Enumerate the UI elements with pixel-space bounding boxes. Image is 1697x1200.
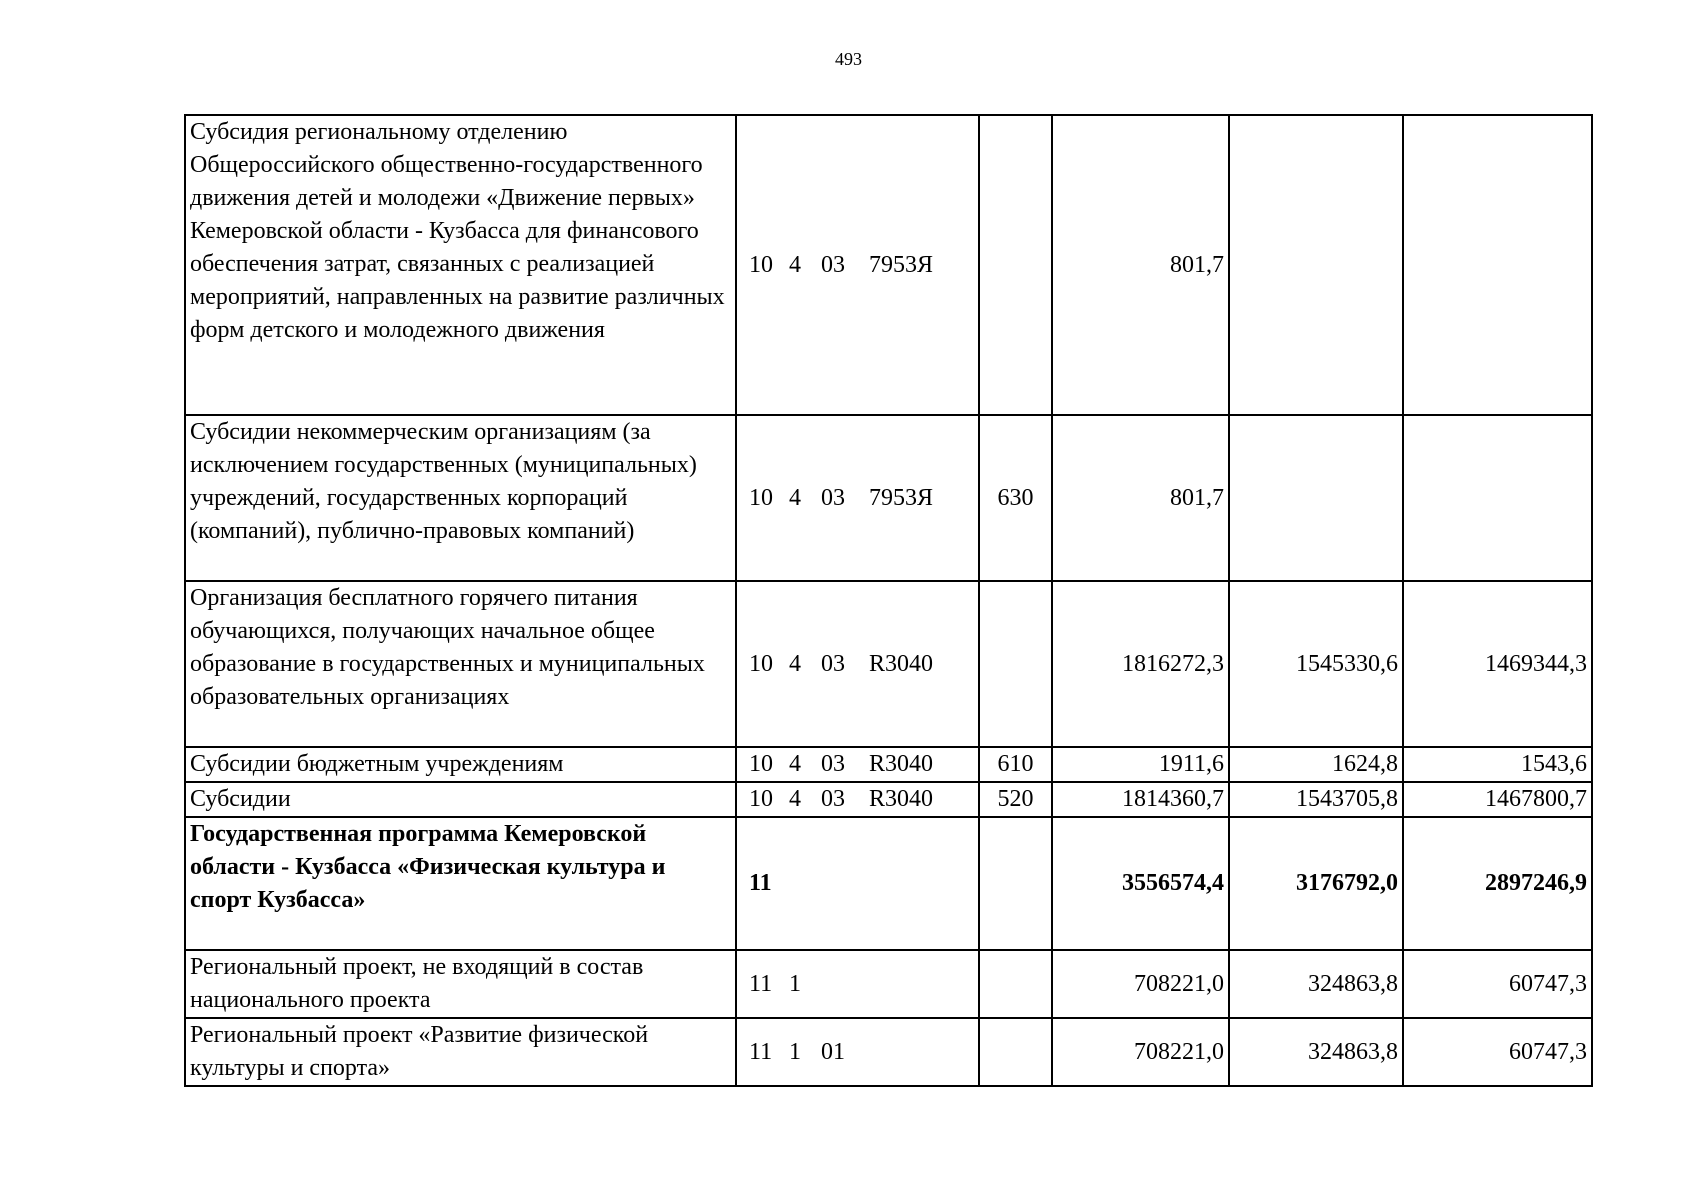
row-code xyxy=(736,817,979,950)
row-code xyxy=(736,415,979,581)
code-program: 10 xyxy=(749,751,773,777)
expense-type: 630 xyxy=(979,415,1052,581)
sum-year-1: 801,7 xyxy=(1052,415,1229,581)
expense-type xyxy=(979,115,1052,415)
code-main-event: 03 xyxy=(821,650,845,677)
sum-year-1: 1911,6 xyxy=(1052,747,1229,782)
code-main-event: 03 xyxy=(821,751,845,777)
page-number: 493 xyxy=(835,49,862,69)
code-subprogram: 1 xyxy=(789,1038,801,1065)
code-program: 11 xyxy=(749,1038,773,1065)
row-name: Государственная программа Кемеровской области - Кузбасса «Физическая культура и спорт Кузбасса» xyxy=(185,817,736,950)
row-name: Субсидия региональному отделению Общероссийского общественно-государственного движения детей и молодежи «Движение первых» Кемеровской области - Кузбасса для финансового обеспечения затрат, связанных с реализацией мероприятий, направленных на развитие различных форм детского и молодежного движения xyxy=(185,115,736,415)
sum-year-1: 708221,0 xyxy=(1052,1018,1229,1086)
sum-year-2: 1545330,6 xyxy=(1229,581,1403,747)
sum-year-2: 324863,8 xyxy=(1229,950,1403,1018)
expense-type xyxy=(979,817,1052,950)
code-main-event: 03 xyxy=(821,484,845,511)
row-name: Организация бесплатного горячего питания обучающихся, получающих начальное общее образование в государственных и муниципальных образовательных организациях xyxy=(185,581,736,747)
code-program: 10 xyxy=(749,251,773,278)
sum-year-3 xyxy=(1403,115,1592,415)
code-program: 10 xyxy=(749,786,773,812)
code-direction: R3040 xyxy=(869,751,934,777)
row-code xyxy=(736,782,979,817)
table-row xyxy=(185,415,1592,581)
code-main-event: 03 xyxy=(821,786,845,812)
row-code xyxy=(736,581,979,747)
sum-year-3: 60747,3 xyxy=(1403,1018,1592,1086)
code-program: 11 xyxy=(749,970,773,997)
row-code xyxy=(736,115,979,415)
row-name: Субсидии некоммерческим организациям (за исключением государственных (муниципальных) учреждений, государственных корпораций (компаний), публично-правовых компаний) xyxy=(185,415,736,581)
code-subprogram: 4 xyxy=(789,751,801,777)
code-subprogram: 1 xyxy=(789,970,801,997)
sum-year-2 xyxy=(1229,415,1403,581)
sum-year-1: 708221,0 xyxy=(1052,950,1229,1018)
expense-type xyxy=(979,1018,1052,1086)
code-main-event: 03 xyxy=(821,251,845,278)
table-row xyxy=(185,950,1592,1018)
sum-year-3: 60747,3 xyxy=(1403,950,1592,1018)
row-name: Субсидии бюджетным учреждениям xyxy=(185,747,736,782)
sum-year-3: 1469344,3 xyxy=(1403,581,1592,747)
expense-type xyxy=(979,581,1052,747)
table-row xyxy=(185,1018,1592,1086)
sum-year-1: 1816272,3 xyxy=(1052,581,1229,747)
code-subprogram: 4 xyxy=(789,786,801,812)
table-row xyxy=(185,581,1592,747)
code-subprogram: 4 xyxy=(789,251,801,278)
budget-table xyxy=(184,114,1593,1087)
code-program: 11 xyxy=(749,870,772,896)
code-subprogram: 4 xyxy=(789,650,801,677)
row-code xyxy=(736,1018,979,1086)
code-direction: R3040 xyxy=(869,786,934,812)
table-row xyxy=(185,782,1592,817)
row-code xyxy=(736,747,979,782)
code-direction: 7953Я xyxy=(869,251,934,278)
sum-year-3 xyxy=(1403,415,1592,581)
sum-year-2: 3176792,0 xyxy=(1229,817,1403,950)
code-subprogram: 4 xyxy=(789,484,801,511)
table-row xyxy=(185,747,1592,782)
sum-year-2 xyxy=(1229,115,1403,415)
code-main-event: 01 xyxy=(821,1038,845,1065)
code-program: 10 xyxy=(749,484,773,511)
sum-year-3: 1467800,7 xyxy=(1403,782,1592,817)
sum-year-3: 1543,6 xyxy=(1403,747,1592,782)
row-name: Региональный проект «Развитие физической культуры и спорта» xyxy=(185,1018,736,1086)
expense-type: 520 xyxy=(979,782,1052,817)
table-row-program xyxy=(185,817,1592,950)
expense-type: 610 xyxy=(979,747,1052,782)
sum-year-1: 1814360,7 xyxy=(1052,782,1229,817)
sum-year-1: 3556574,4 xyxy=(1052,817,1229,950)
sum-year-1: 801,7 xyxy=(1052,115,1229,415)
code-direction: R3040 xyxy=(869,650,934,677)
code-direction: 7953Я xyxy=(869,484,934,511)
sum-year-2: 324863,8 xyxy=(1229,1018,1403,1086)
expense-type xyxy=(979,950,1052,1018)
code-program: 10 xyxy=(749,650,773,677)
table-row xyxy=(185,115,1592,415)
sum-year-2: 1624,8 xyxy=(1229,747,1403,782)
row-code xyxy=(736,950,979,1018)
row-name: Региональный проект, не входящий в состав национального проекта xyxy=(185,950,736,1018)
row-name: Субсидии xyxy=(185,782,736,817)
sum-year-3: 2897246,9 xyxy=(1403,817,1592,950)
sum-year-2: 1543705,8 xyxy=(1229,782,1403,817)
